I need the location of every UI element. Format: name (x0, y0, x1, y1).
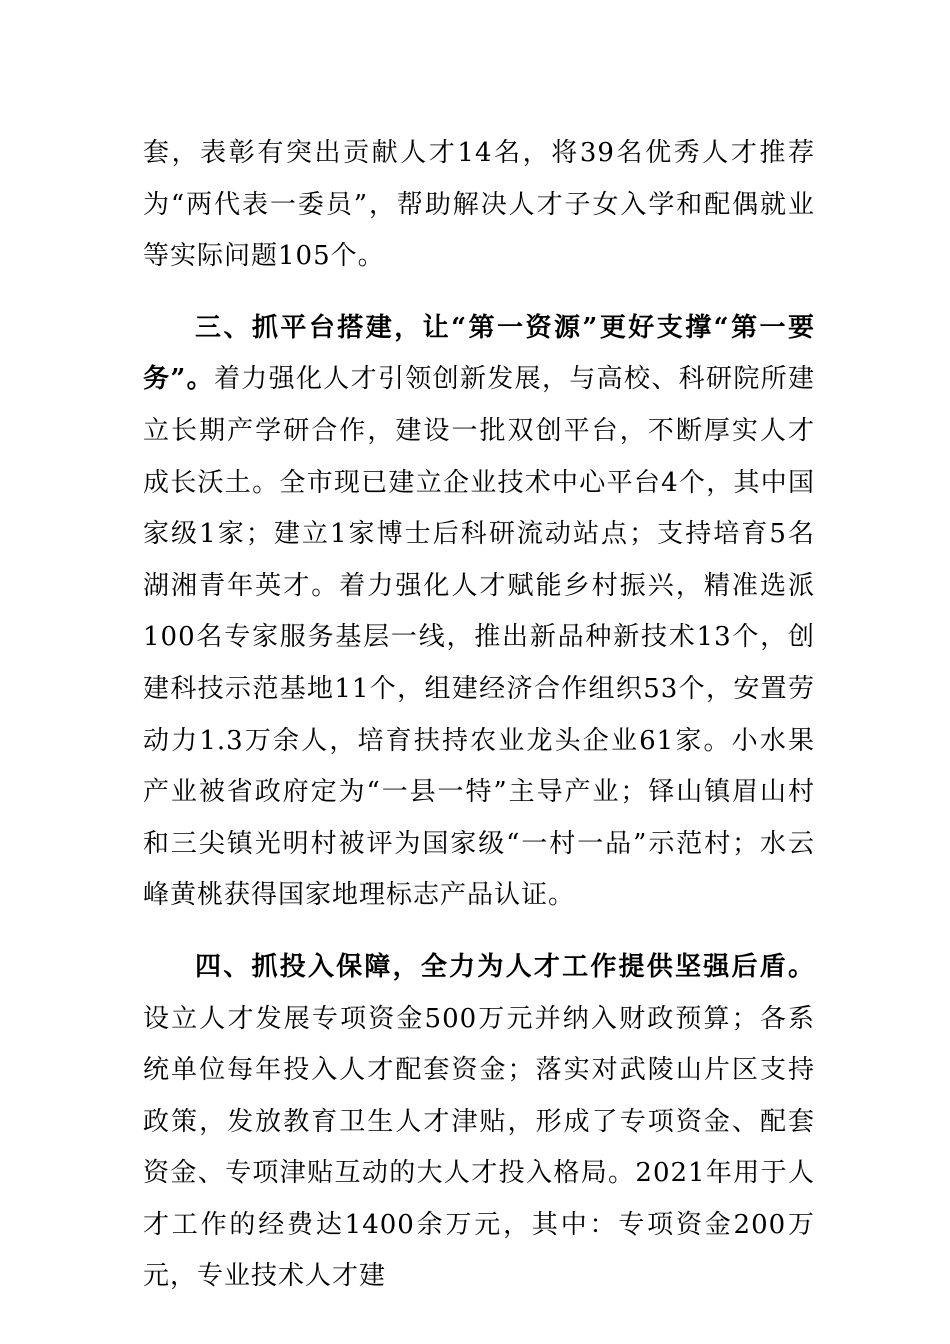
section-4-heading: 四、抓投入保障，全力为人才工作提供坚强后盾。 (195, 951, 815, 982)
paragraph-1-text: 套，表彰有突出贡献人才14名，将39名优秀人才推荐为“两代表一委员”，帮助解决人才子女入学和配偶就业等实际问题105个。 (143, 138, 815, 272)
paragraph-section-4 (143, 942, 815, 1303)
paragraph-section-3 (143, 303, 815, 922)
document-body (143, 128, 815, 1303)
section-3-heading: 三、抓平台搭建，让“第一资源”更好支撑“第一要务”。 (143, 312, 815, 395)
section-3-text: 着力强化人才引领创新发展，与高校、科研院所建立长期产学研合作，建设一批双创平台，不断厚实人才成长沃土。全市现已建立企业技术中心平台4个，其中国家级1家；建立1家博士后科研流动站点；支持培育5名湖湘青年英才。着力强化人才赋能乡村振兴，精准选派100名专家服务基层一线，推出新品种新技术13个，创建科技示范基地11个，组建经济合作组织53个，安置劳动力1.3万余人，培育扶持农业龙头企业61家。小水果产业被省政府定为“一县一特”主导产业；铎山镇眉山村和三尖镇光明村被评为国家级“一村一品”示范村；水云峰黄桃获得国家地理标志产品认证。 (143, 364, 815, 911)
paragraph-continuation (143, 128, 815, 283)
section-4-text: 设立人才发展专项资金500万元并纳入财政预算；各系统单位每年投入人才配套资金；落实对武陵山片区支持政策，发放教育卫生人才津贴，形成了专项资金、配套资金、专项津贴互动的大人才投入格局。2021年用于人才工作的经费达1400余万元，其中：专项资金200万元，专业技术人才建 (143, 1003, 815, 1292)
